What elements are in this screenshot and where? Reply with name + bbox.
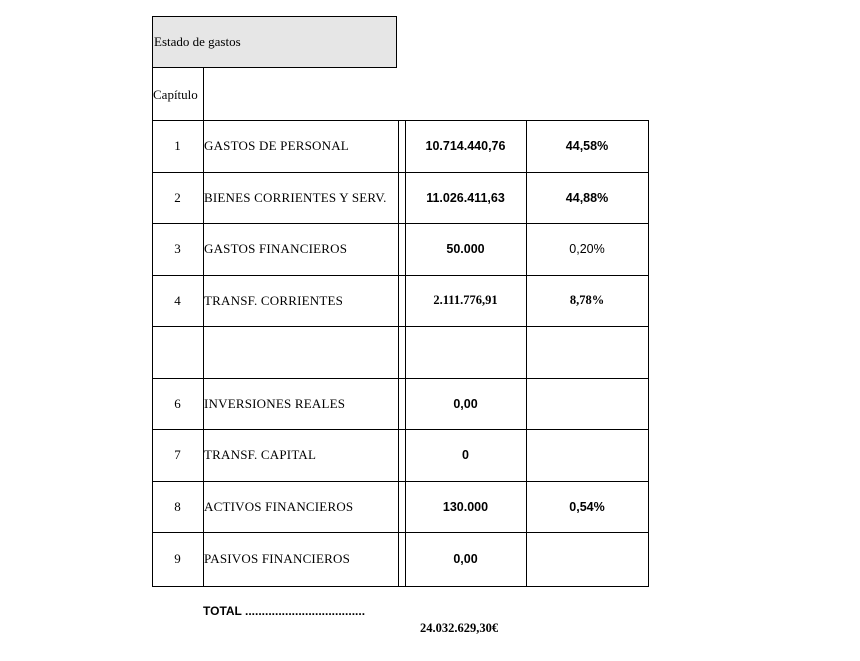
chapter-number: 9 <box>174 551 181 566</box>
amount-cell <box>405 326 526 378</box>
chapter-description: BIENES CORRIENTES Y SERV. <box>204 189 387 205</box>
chapter-description <box>203 326 398 378</box>
table-title-text: Estado de gastos <box>154 34 241 49</box>
chapter-description: INVERSIONES REALES <box>204 395 346 411</box>
row-border <box>152 326 649 327</box>
header-left-border <box>152 68 153 121</box>
chapter-description: GASTOS FINANCIEROS <box>204 241 348 256</box>
chapter-header-label: Capítulo <box>153 87 198 102</box>
header-divider <box>203 68 204 121</box>
column-border <box>203 120 204 587</box>
chapter-description: TRANSF. CAPITAL <box>204 447 317 462</box>
amount-cell: 50.000 <box>446 242 485 256</box>
percentage-cell: 44,88% <box>565 190 609 205</box>
amount-cell: 10.714.440,76 <box>425 139 506 153</box>
row-border <box>152 120 649 121</box>
chapter-description: GASTOS DE PERSONAL <box>204 138 349 153</box>
chapter-number: 1 <box>174 138 181 153</box>
row-border <box>152 532 649 533</box>
chapter-description: PASIVOS FINANCIEROS <box>204 551 350 566</box>
amount-cell: 0 <box>462 448 469 462</box>
chapter-number <box>152 326 203 378</box>
percentage-cell <box>526 429 648 481</box>
column-border <box>398 120 399 587</box>
percentage-cell <box>526 378 648 429</box>
table-bottom-border <box>152 586 649 587</box>
row-border <box>152 172 649 173</box>
chapter-number: 6 <box>174 395 181 411</box>
row-border <box>152 429 649 430</box>
amount-cell: 0,00 <box>453 396 478 411</box>
chapter-description: ACTIVOS FINANCIEROS <box>204 498 354 514</box>
amount-cell: 2.111.776,91 <box>433 293 498 307</box>
percentage-cell: 0,54% <box>569 499 605 514</box>
chapter-number: 4 <box>174 292 181 308</box>
column-border <box>152 120 153 587</box>
row-border <box>152 378 649 379</box>
total-value: 24.032.629,30€ <box>420 621 499 635</box>
chapter-description: TRANSF. CORRIENTES <box>204 292 344 308</box>
percentage-cell <box>526 326 648 378</box>
chapter-number: 7 <box>174 447 181 462</box>
chapter-number: 3 <box>174 241 181 256</box>
chapter-number: 8 <box>174 498 181 514</box>
percentage-cell: 0,20% <box>569 242 605 256</box>
percentage-cell <box>526 532 648 586</box>
amount-cell: 0,00 <box>453 552 478 566</box>
column-border <box>526 120 527 587</box>
amount-cell: 130.000 <box>442 499 489 514</box>
total-label: TOTAL .................................... <box>203 604 366 618</box>
row-border <box>152 223 649 224</box>
table-title <box>152 16 397 68</box>
row-border <box>152 275 649 276</box>
amount-cell: 11.026.411,63 <box>426 190 505 205</box>
column-border <box>648 120 649 587</box>
percentage-cell: 44,58% <box>565 139 609 153</box>
chapter-number: 2 <box>174 189 181 205</box>
percentage-cell: 8,78% <box>569 293 605 307</box>
row-border <box>152 481 649 482</box>
column-border <box>405 120 406 587</box>
